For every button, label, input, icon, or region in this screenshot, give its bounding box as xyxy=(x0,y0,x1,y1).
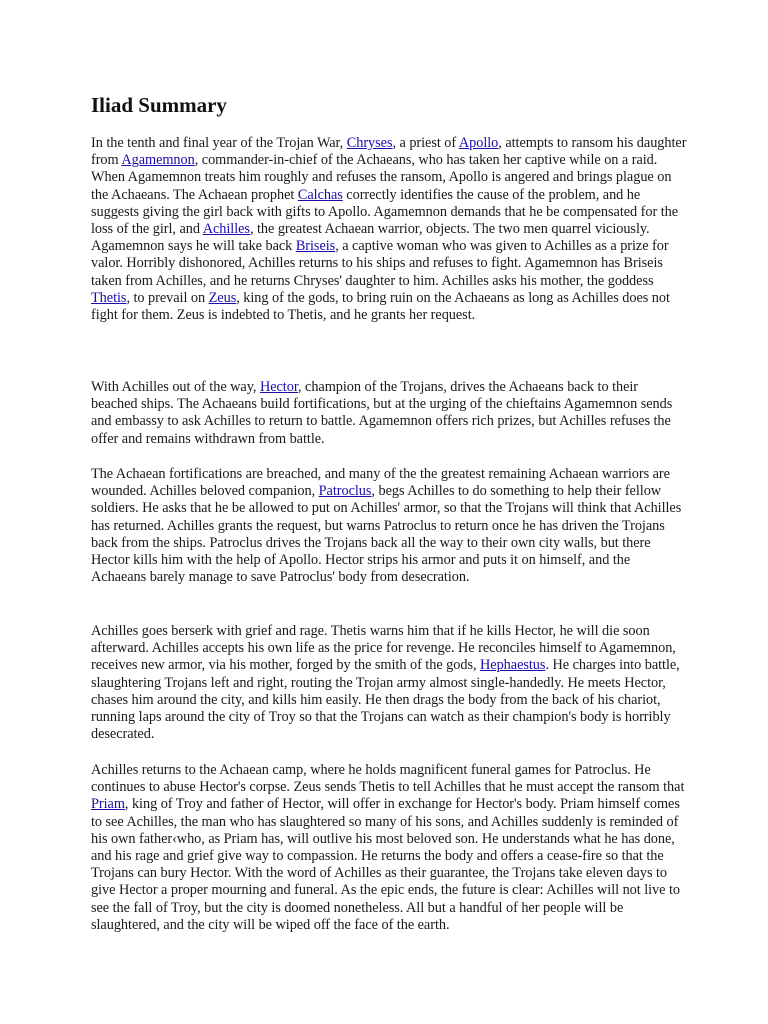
link-briseis[interactable]: Briseis xyxy=(295,238,336,255)
link-hephaestus[interactable]: Hephaestus xyxy=(480,657,546,674)
paragraph-2: With Achilles out of the way, Hector, champion of the Trojans, drives the Achaeans back to their beached ships. The Achaeans build fortifications, but at the urging of the chieftains Agamemnon sends and embassy to ask Achilles to return to battle. Agamemnon offers rich prizes, but Achilles refuses the offer and remains withdrawn from battle. xyxy=(91,379,673,447)
link-agamemnon[interactable]: Agamemnon xyxy=(121,152,195,169)
link-achilles[interactable]: Achilles xyxy=(202,221,250,238)
link-thetis[interactable]: Thetis xyxy=(91,289,127,306)
paragraph-4: Achilles goes berserk with grief and rage. Thetis warns him that if he kills Hector, he will die soon afterward. Achilles accepts his own life as the price for revenge. He reconciles himself to Agamemnon, receives new armor, via his mother, forged by the smith of the gods, Hephaestus. He charges into battle, slaughtering Trojans left and right, routing the Trojan army almost single-handedly. He meets Hector, chases him around the city, and kills him easily. He then drags the body from the back of his chariot, running laps around the city of Troy so that the Trojans can watch as their champion's body is horribly desecrated. xyxy=(91,623,680,743)
link-apollo[interactable]: Apollo xyxy=(458,135,499,151)
link-patroclus[interactable]: Patroclus xyxy=(318,483,372,500)
link-calchas[interactable]: Calchas xyxy=(297,186,343,203)
paragraph-3: The Achaean fortifications are breached, and many of the the greatest remaining Achaean warriors are wounded. Achilles beloved companion, Patroclus, begs Achilles to do something to help their fellow soldiers. He asks that he be allowed to put on Achilles' armor, so that the Trojans will think that Achilles has returned. Achilles grants the request, but warns Patroclus to return once he has driven the Trojans back from the ships. Patroclus drives the Trojans back all the way to their own city walls, but there Hector kills him with the help of Apollo. Hector strips his armor and puts it on himself, and the Achaeans barely manage to save Patroclus' body from desecration. xyxy=(91,466,682,586)
page-title: Iliad Summary xyxy=(91,93,227,117)
paragraph-1: In the tenth and final year of the Trojan War, Chryses, a priest of Apollo, attempts to ransom his daughter from Agamemnon, commander-in-chief of the Achaeans, who has taken her captive while on a raid. When Agamemnon treats him roughly and refuses the ransom, Apollo is angered and brings plague on the Achaeans. The Achaean prophet Calchas correctly identifies the cause of the problem, and he suggests giving the girl back with gifts to Apollo. Agamemnon demands that he be compensated for the loss of the girl, and Achilles, the greatest Achaean warrior, objects. The two men quarrel viciously. Agamemnon says he will take back Briseis, a captive woman who was given to Achilles as a prize for valor. Horribly dishonored, Achilles returns to his ships and refuses to fight. Agamemnon has Briseis taken from Achilles, and he returns Chryses' daughter to him. Achilles asks his mother, the goddess Thetis, to prevail on Zeus, king of the gods, to bring ruin on the Achaeans as long as Achilles does not fight for them. Zeus is indebted to Thetis, and he grants her request. xyxy=(91,135,687,324)
link-chryses[interactable]: Chryses xyxy=(346,135,393,151)
link-priam[interactable]: Priam xyxy=(91,796,125,813)
link-zeus[interactable]: Zeus xyxy=(208,289,237,306)
link-hector[interactable]: Hector xyxy=(259,379,298,395)
paragraph-5: Achilles returns to the Achaean camp, where he holds magnificent funeral games for Patroclus. He continues to abuse Hector's corpse. Zeus sends Thetis to tell Achilles that he must accept the ransom that Priam, king of Troy and father of Hector, will offer in exchange for Hector's body. Priam himself comes to see Achilles, the man who has slaughtered so many of his sons, and Achilles suddenly is reminded of his own father‹who, as Priam has, will outlive his most beloved son. He understands what he has done, and his rage and grief give way to compassion. He returns the body and offers a cease-fire so that the Trojans can bury Hector. With the word of Achilles as their guarantee, the Trojans take eleven days to give Hector a proper mourning and funeral. As the epic ends, the future is clear: Achilles will not live to see the fall of Troy, but the city is doomed nonetheless. All but a handful of her people will be slaughtered, and the city will be wiped off the face of the earth. xyxy=(91,762,685,933)
